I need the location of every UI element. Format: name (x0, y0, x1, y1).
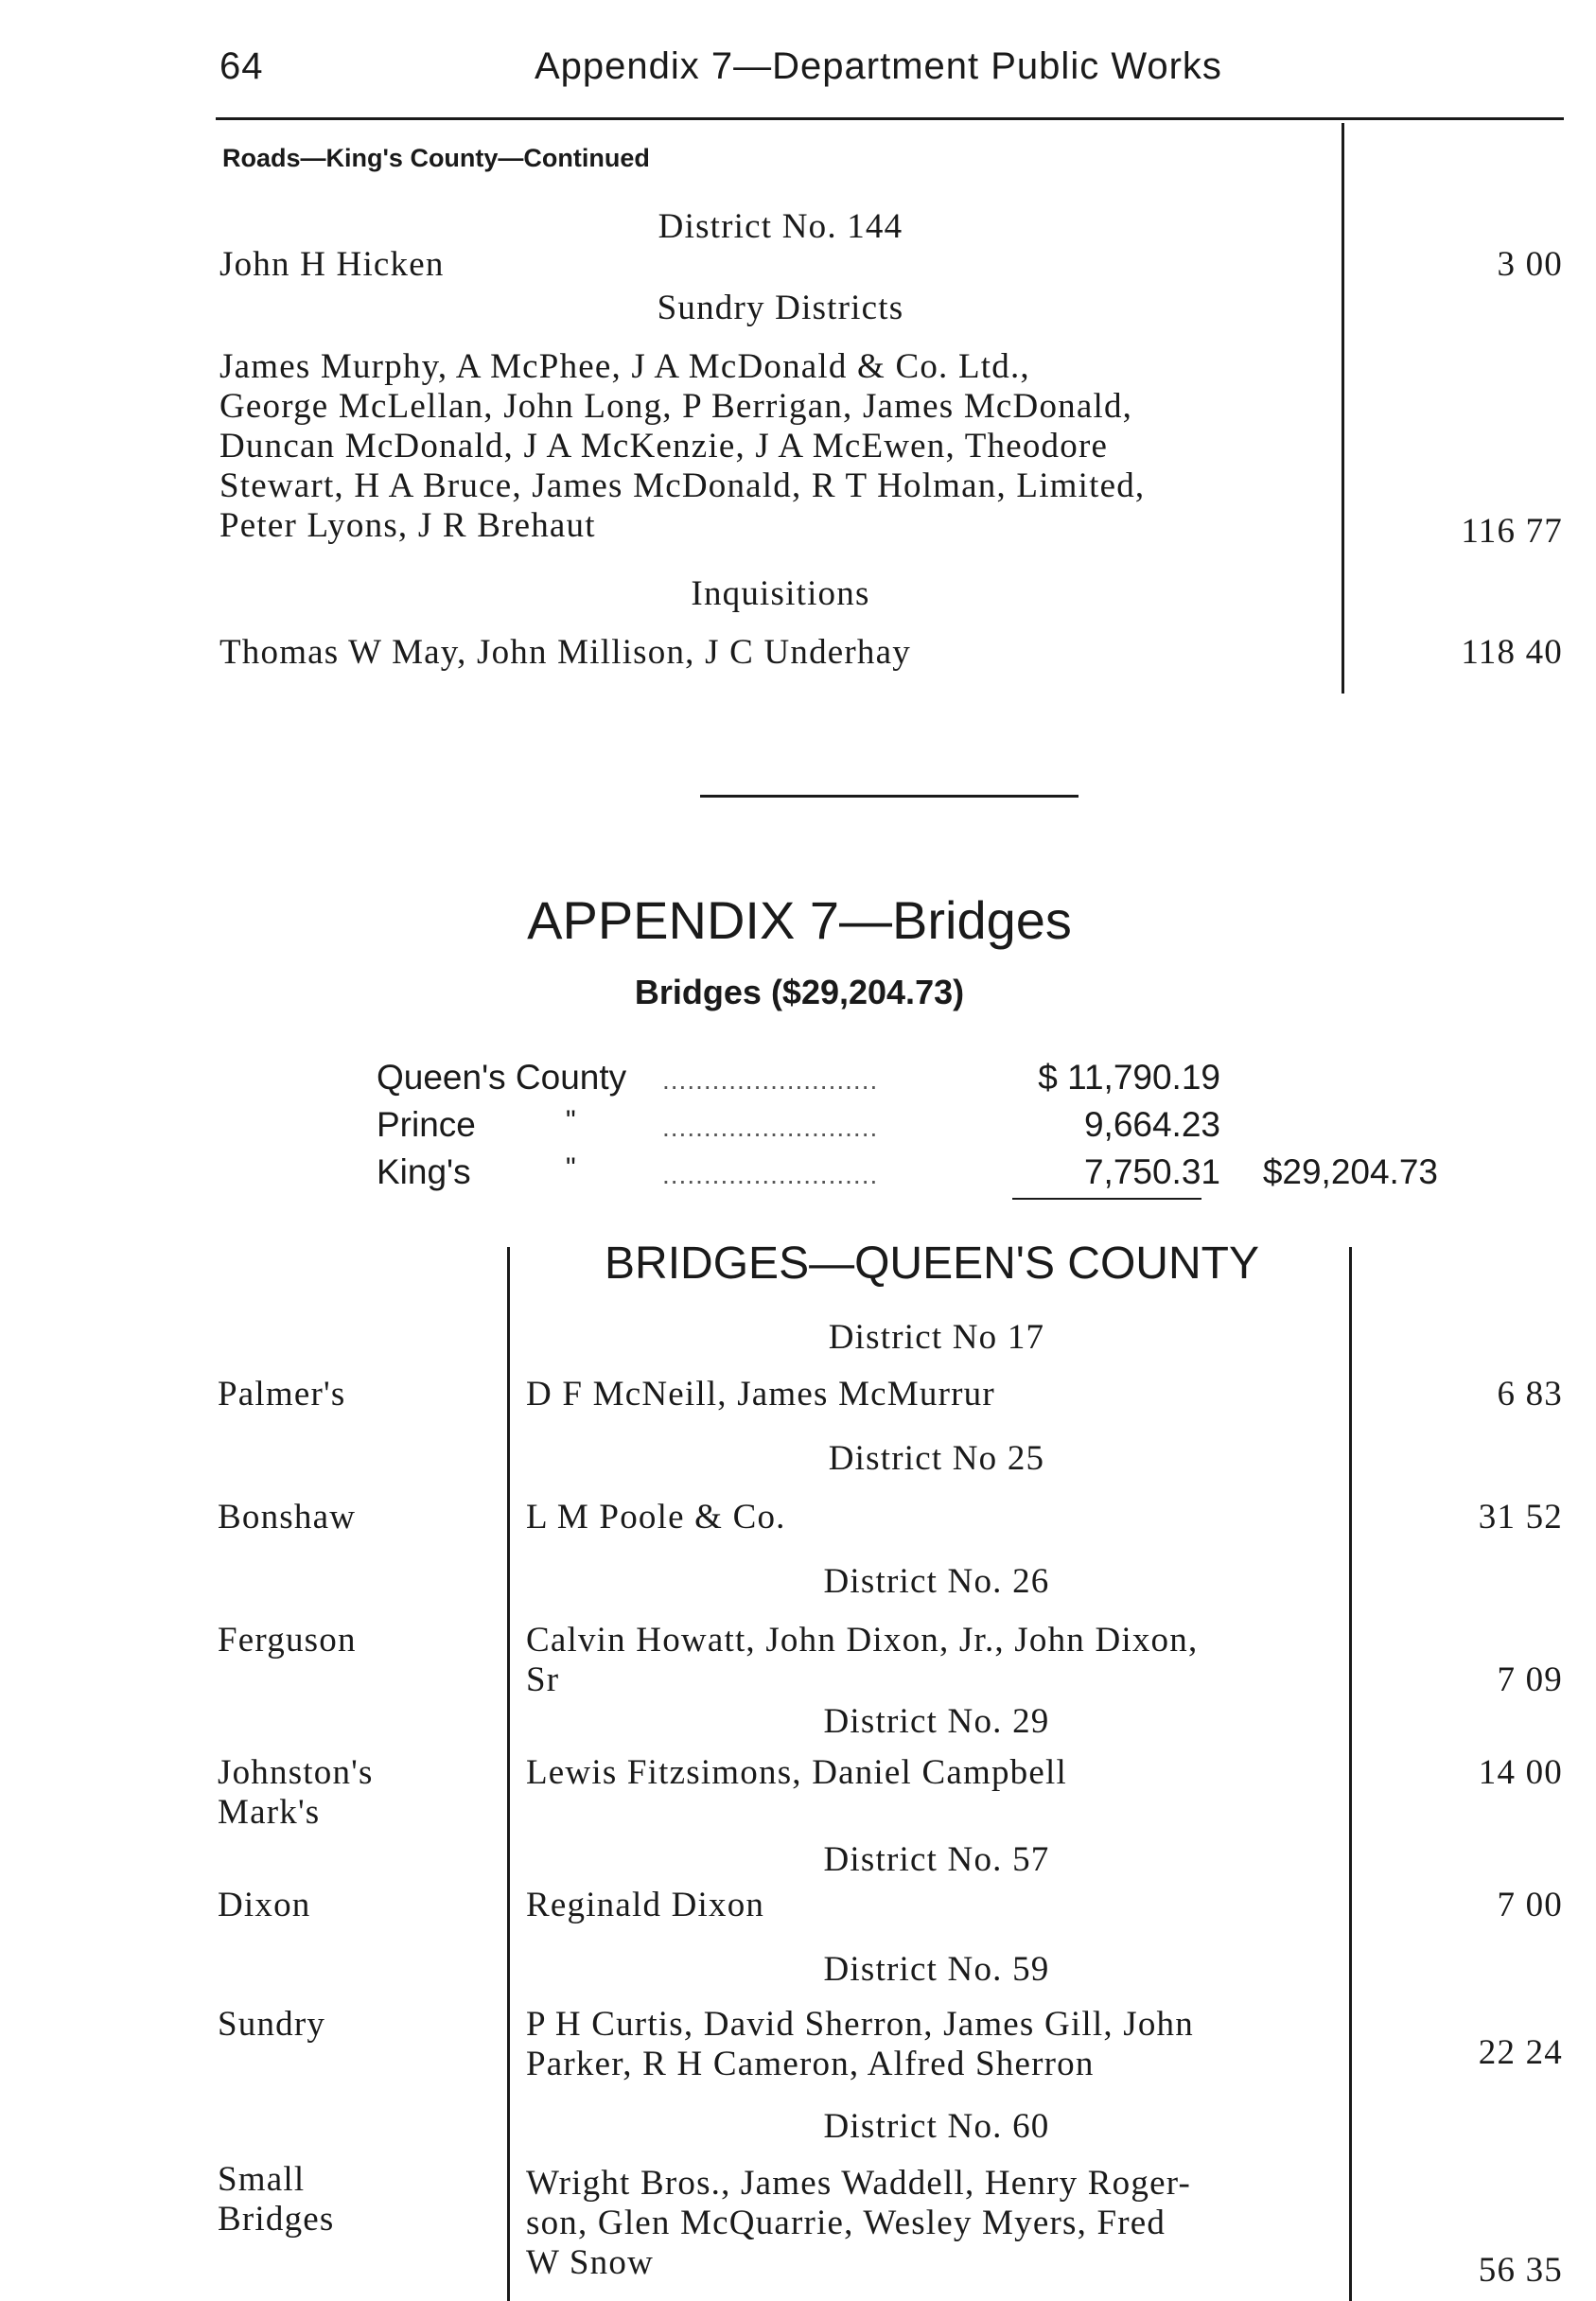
appendix-title: APPENDIX 7—Bridges (527, 890, 1072, 950)
section-divider (700, 795, 1079, 798)
section-heading-queens: BRIDGES—QUEEN'S COUNTY (605, 1238, 1259, 1289)
payee-line: D F McNeill, James McMurrur (526, 1375, 995, 1414)
amount-column-rule (1349, 1247, 1352, 2301)
payee-line: James Murphy, A McPhee, J A McDonald & Co. Ltd., (219, 347, 1030, 386)
payee-line: Parker, R H Cameron, Alfred Sherron (526, 2045, 1095, 2083)
payee-line: Wright Bros., James Waddell, Henry Roger- (526, 2164, 1192, 2203)
district-heading: District No. 29 (823, 1702, 1050, 1741)
grand-total: $29,204.73 (1262, 1152, 1438, 1191)
bridge-name: Ferguson (218, 1621, 357, 1660)
summary-amount: 9,664.23 (1083, 1105, 1220, 1144)
payee-line: George McLellan, John Long, P Berrigan, James McDonald, (219, 387, 1133, 426)
summary-county: Queen's County (377, 1058, 627, 1097)
summary-county: Prince (377, 1105, 476, 1144)
leader-dots: .......................... (662, 1160, 879, 1189)
page-number: 64 (219, 45, 264, 87)
payee-line: P H Curtis, David Sherron, James Gill, John (526, 2005, 1194, 2044)
amount: 56 35 (1478, 2251, 1563, 2290)
district-heading: District No. 26 (823, 1562, 1050, 1601)
payee-line: Lewis Fitzsimons, Daniel Campbell (526, 1753, 1067, 1792)
summary-amount: 7,750.31 (1083, 1152, 1220, 1191)
payee-line: Thomas W May, John Millison, J C Underhay (219, 633, 911, 672)
payee-name: John H Hicken (219, 245, 445, 284)
payee-line: W Snow (526, 2243, 655, 2282)
ditto-mark: " (566, 1105, 576, 1136)
name-column-rule (507, 1247, 510, 2301)
leader-dots: .......................... (662, 1113, 879, 1142)
payee-line: L M Poole & Co. (526, 1498, 786, 1537)
amount: 7 09 (1497, 1660, 1563, 1699)
district-heading: District No. 59 (823, 1950, 1050, 1989)
amount: 118 40 (1461, 633, 1563, 672)
district-heading: District No. 144 (658, 207, 903, 246)
payee-line: Stewart, H A Bruce, James McDonald, R T Holman, Limited, (219, 466, 1146, 505)
amount: 22 24 (1478, 2033, 1563, 2072)
district-heading: Inquisitions (691, 574, 870, 613)
payee-line: Sr (526, 1660, 560, 1699)
section-heading-roads: Roads—King's County—Continued (222, 144, 650, 172)
subtotal-rule (1012, 1198, 1201, 1200)
payee-line: Reginald Dixon (526, 1886, 765, 1924)
header-rule (216, 117, 1564, 120)
amount: 31 52 (1478, 1498, 1563, 1537)
amount: 6 83 (1497, 1375, 1563, 1414)
amount-column-rule (1342, 123, 1344, 694)
bridge-name: Sundry (218, 2005, 326, 2044)
district-heading: District No 17 (828, 1318, 1045, 1357)
leader-dots: .......................... (662, 1065, 879, 1095)
bridges-total: Bridges ($29,204.73) (634, 973, 965, 1011)
summary-county: King's (377, 1152, 471, 1191)
amount: 14 00 (1478, 1753, 1563, 1792)
district-heading: District No. 60 (823, 2107, 1050, 2146)
payee-line: Peter Lyons, J R Brehaut (219, 506, 596, 545)
district-heading: Sundry Districts (657, 289, 904, 327)
bridge-name: Bridges (218, 2200, 335, 2239)
bridge-name: Bonshaw (218, 1498, 357, 1537)
payee-line: Calvin Howatt, John Dixon, Jr., John Dixon, (526, 1621, 1199, 1660)
ditto-mark: " (566, 1152, 576, 1184)
amount: 3 00 (1497, 245, 1563, 284)
summary-amount: $ 11,790.19 (1038, 1058, 1220, 1097)
bridge-name: Palmer's (218, 1375, 346, 1414)
bridge-name: Dixon (218, 1886, 311, 1924)
bridge-name: Small (218, 2160, 306, 2199)
amount: 7 00 (1497, 1886, 1563, 1924)
bridge-name: Johnston's (218, 1753, 374, 1792)
running-head: Appendix 7—Department Public Works (535, 45, 1222, 87)
district-heading: District No 25 (828, 1439, 1045, 1478)
district-heading: District No. 57 (823, 1840, 1050, 1879)
payee-line: son, Glen McQuarrie, Wesley Myers, Fred (526, 2204, 1166, 2242)
amount: 116 77 (1461, 512, 1563, 551)
bridge-name: Mark's (218, 1793, 321, 1832)
payee-line: Duncan McDonald, J A McKenzie, J A McEwen, Theodore (219, 427, 1109, 465)
